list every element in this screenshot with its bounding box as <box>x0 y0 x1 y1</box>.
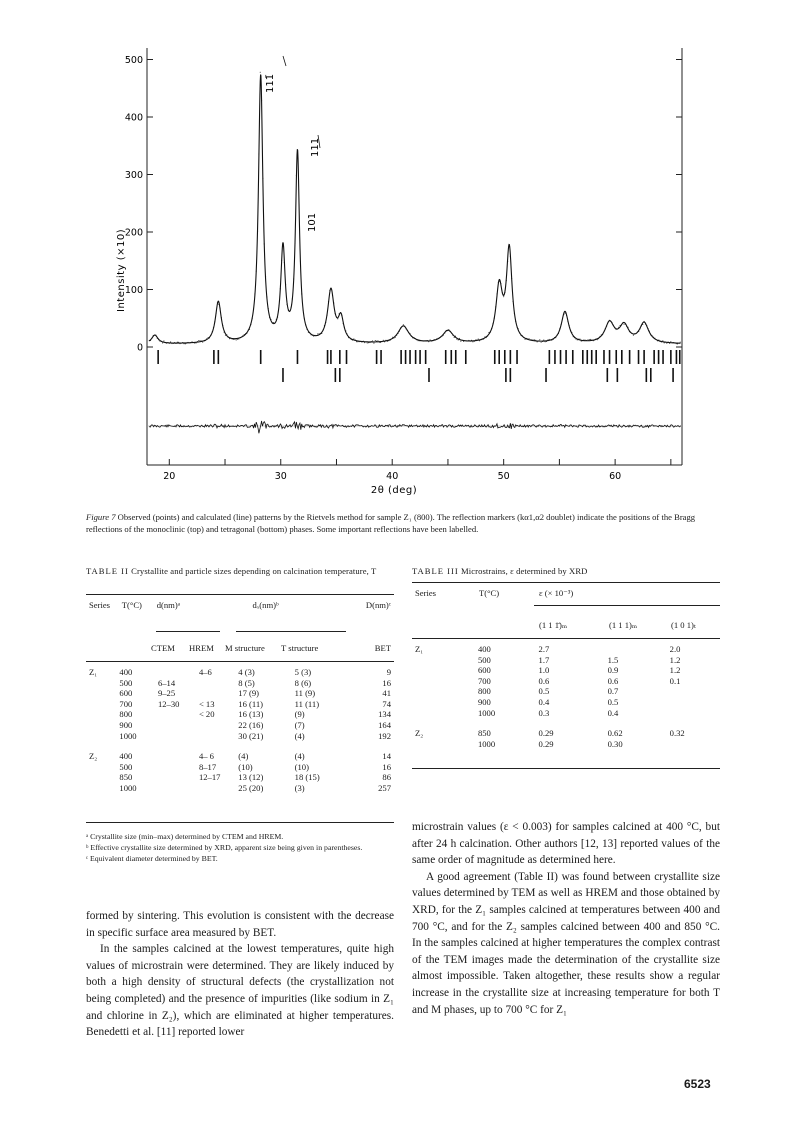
table2-body-cell: 400 <box>119 751 133 762</box>
table3-body-cell <box>667 708 720 719</box>
page-number: 6523 <box>684 1077 711 1091</box>
table2-footnotes <box>86 831 396 864</box>
table2-body-cell: 11 (9) <box>294 688 316 699</box>
table2-body-cell: 9 <box>386 667 391 677</box>
table3-body-row <box>412 686 720 697</box>
x-axis-label: 2θ (deg) <box>370 485 418 496</box>
table2-body-row <box>86 678 394 689</box>
observed-point <box>163 340 164 341</box>
observed-point <box>273 322 274 323</box>
table3-body-cell: 0.4 <box>538 696 550 707</box>
table2-body-series-cell <box>86 783 116 794</box>
table2-body-cell <box>196 688 235 699</box>
table2-body-cell: 164 <box>378 719 391 730</box>
table2-body-series-cell <box>86 772 116 783</box>
y-axis-label: Intensity (×10) <box>116 228 127 312</box>
observed-point <box>541 342 542 343</box>
observed-point <box>503 296 504 297</box>
table3-body-cell: 1.5 <box>607 654 619 665</box>
table2-body-cell: 8 (5) <box>238 677 255 688</box>
table3-header-row <box>412 588 720 599</box>
table2 <box>86 600 394 611</box>
y-tick-label: 200 <box>124 227 143 239</box>
table2-body-cell: 8 (6) <box>294 677 312 688</box>
observed-point <box>375 340 376 341</box>
observed-point <box>260 72 261 73</box>
table2-body-cell: 74 <box>382 698 391 709</box>
table2-body-row <box>86 783 394 794</box>
table3-body-row <box>412 728 720 739</box>
observed-point <box>377 340 378 341</box>
y-axis-ticks <box>125 55 682 354</box>
table3-h-c2: (1 1 1)ₘ <box>609 620 638 630</box>
table2-body-cell: 8–17 <box>198 761 217 772</box>
y-tick-label: 300 <box>124 170 143 181</box>
observed-point <box>472 341 473 342</box>
table2-sub-bet: BET <box>374 643 391 653</box>
table2-h-t: T(°C) <box>121 600 142 610</box>
table2-body-row <box>86 731 394 742</box>
table2-body-cell: 12–30 <box>157 698 180 709</box>
table2-subheader <box>86 643 394 654</box>
table2-body-series-cell <box>86 678 116 689</box>
table2-bottom-rule <box>86 822 394 823</box>
table3-top-rule <box>412 582 720 583</box>
table3-h-c1: (1 1 1̄)ₘ <box>539 620 568 630</box>
peak-label-111: 111 <box>310 137 321 157</box>
table2-rule-dx <box>236 631 346 632</box>
table2-body-cell: 14 <box>382 751 391 762</box>
observed-point <box>670 341 671 342</box>
table2-body-cell: 4– 6 <box>198 751 214 762</box>
observed-point <box>633 335 634 336</box>
table3-body-cell <box>667 697 720 708</box>
table3-body-cell: 800 <box>477 686 491 697</box>
table3-h-series: Series <box>415 588 437 598</box>
table3-h-eps: ε (× 10⁻³) <box>539 588 574 598</box>
table2-body-cell: 30 (21) <box>238 730 264 741</box>
plot-frame <box>147 48 682 465</box>
table2-body-cell <box>155 709 196 720</box>
table2-footnote-b: ᵇ Effective crystallite size determined by XRD, apparent size being given in parentheses. <box>86 843 363 852</box>
table2-body-series-cell <box>86 688 116 699</box>
table2-body-cell: 500 <box>119 761 133 772</box>
table3-body-series-cell <box>412 697 475 708</box>
table2-body-series-cell <box>86 699 116 710</box>
table3-body-series-cell <box>412 655 475 666</box>
observed-points <box>149 72 681 345</box>
table3-body-cell: 0.32 <box>669 728 685 739</box>
table3-body-series-cell: Z₂ <box>415 728 424 739</box>
table3-body-row <box>412 739 720 750</box>
figure-caption <box>86 512 720 535</box>
x-tick-label: 40 <box>386 471 399 482</box>
table2-body-series-cell <box>86 720 116 731</box>
table2-body-group-spacer <box>86 741 394 751</box>
difference-curve <box>149 421 680 433</box>
table2-body-row <box>86 762 394 773</box>
table2-body-cell <box>155 772 196 783</box>
table2-body-cell: (4) <box>294 751 305 762</box>
table3-body-cell: 0.5 <box>607 696 619 707</box>
table2-body-cell: (9) <box>294 709 305 720</box>
table3-body-cell: 0.29 <box>538 738 554 749</box>
table3-subheader <box>412 620 720 631</box>
table2-body-cell: (10) <box>238 761 253 772</box>
table3-body-cell: 0.3 <box>538 707 550 718</box>
table2-body-cell: 1000 <box>119 730 137 741</box>
table2-body-cell <box>196 720 235 731</box>
table2-h-D: D(nm)ᶜ <box>365 600 391 610</box>
table3-body-series-cell <box>412 686 475 697</box>
xrd-rietveld-figure <box>0 0 792 505</box>
observed-point <box>202 342 203 343</box>
observed-point <box>317 333 318 334</box>
tetragonal-reflection-markers <box>283 368 673 382</box>
x-tick-label: 20 <box>163 471 176 482</box>
table2-body-cell: 25 (20) <box>238 782 264 793</box>
table2-body-cell: 13 (12) <box>238 772 264 783</box>
table2-body-row <box>86 667 394 678</box>
x-tick-label: 60 <box>609 471 622 482</box>
table2-caption: Crystallite and particle sizes depending on calcination temperature, T <box>128 566 377 576</box>
table2-body-cell: 12–17 <box>198 772 221 783</box>
table2-body-cell: 257 <box>378 782 391 793</box>
table3-body <box>412 644 720 749</box>
table2-body-cell: 17 (9) <box>238 688 260 699</box>
table3-body-cell: 850 <box>477 728 491 739</box>
table3-h-t: T(°C) <box>479 588 500 598</box>
table2-body-cell: 134 <box>378 709 391 720</box>
peak-label-101: 101 <box>307 212 318 232</box>
right-paragraph-2: A good agreement (Table II) was found between crystallite size values determined by TEM as well as HREM and those obtained by XRD, for the Z₁ samples calcined at temperatures between 400 and 700 °C, and for the Z₂ samples calcined between 400 and 850 °C. In the samples calcined at higher temperatures the complex contrast of the TEM images made the determination of the crystallite size almost impossible. Taken altogether, these results show a regular increase in the crystallite size at increasing temperature for both T and M phases, up to 700 °C for Z₁ <box>412 870 720 1016</box>
table2-sub-t: T structure <box>281 643 319 653</box>
figure-caption-text: Observed (points) and calculated (line) patterns by the Rietvels method for sample Z₁ (800). The reflection markers (kα1,α2 doublet) indicate the positions of the Bragg reflections of the monoclinic (top) and tetragonal (bottom) phases. Some important reflections have been labelled. <box>86 512 696 534</box>
table2-body-series-cell <box>86 762 116 773</box>
left-paragraph-1: formed by sintering. This evolution is consistent with the decrease in specific surface area measured by BET. <box>86 910 394 939</box>
table2-body-row <box>86 772 394 783</box>
table2-body-cell: 9–25 <box>157 688 176 699</box>
table2-h-series: Series <box>89 600 111 610</box>
table2-body-cell <box>155 783 196 794</box>
table2-body-cell: 86 <box>382 772 391 783</box>
x-tick-label: 30 <box>274 471 287 482</box>
table2-body-cell <box>196 731 235 742</box>
table2-body-series-cell <box>86 709 116 720</box>
table2-header-rule <box>86 661 394 662</box>
observed-point <box>170 341 171 342</box>
table3-body-cell: 0.6 <box>538 675 550 686</box>
table2-body-cell: 900 <box>119 719 133 730</box>
table3-body-cell: 0.7 <box>607 686 619 697</box>
table3-body-row <box>412 665 720 676</box>
observed-point <box>623 324 624 325</box>
observed-point <box>373 343 374 344</box>
table3-h-c3: (1 0 1)ₜ <box>671 620 697 630</box>
table2-body-cell <box>155 720 196 731</box>
table3-body-cell: 500 <box>477 654 491 665</box>
left-paragraph-2: In the samples calcined at the lowest temperatures, quite high values of microstrain were determined. They are likely induced by both a high density of structural defects (the crystallization not being completed) and the presence of impurities (like sodium in Z₁ and chlorine in Z₂), which are eliminated at higher temperatures. Benedetti et al. [11] reported lower <box>86 943 394 1039</box>
table2-footnote-c: ᶜ Equivalent diameter determined by BET. <box>86 854 218 863</box>
table3-body-cell: 0.6 <box>607 675 619 686</box>
table3-body-cell: 1000 <box>477 707 496 718</box>
table2-body-cell: (4) <box>238 751 249 762</box>
table3-body-cell: 0.1 <box>669 675 681 686</box>
table2-body-cell: 800 <box>119 709 133 720</box>
monoclinic-reflection-markers <box>158 350 680 364</box>
table2-body-cell: (4) <box>294 730 305 741</box>
table3-body-cell: 2.0 <box>669 644 681 654</box>
observed-point <box>460 341 461 342</box>
table3-header-rule <box>412 638 720 639</box>
table2-body-series-cell <box>86 731 116 742</box>
observed-point <box>590 339 591 340</box>
table2-h-d: d(nm)ᵃ <box>156 600 181 610</box>
table3-body-cell <box>667 686 720 697</box>
table3-body-series-cell <box>412 739 475 750</box>
table2-body-cell <box>196 783 235 794</box>
table3-body-row <box>412 655 720 666</box>
table3-body-cell: 0.30 <box>607 738 623 749</box>
table3-subheader-row <box>412 620 720 631</box>
observed-point <box>589 339 590 340</box>
table2-body-cell: < 13 <box>198 698 215 709</box>
table2-body-cell: 16 <box>382 761 391 772</box>
table2-body-series-cell: Z₁ <box>89 667 98 677</box>
table3-body-cell <box>667 739 720 750</box>
table2-body-cell: 16 (11) <box>238 698 264 709</box>
peak-label-111bar: 111̄ <box>265 73 276 93</box>
y-tick-label: 0 <box>136 342 143 354</box>
y-tick-label: 500 <box>124 55 143 66</box>
table3-body-cell: 900 <box>477 696 491 707</box>
table2-body-cell <box>196 678 235 689</box>
table3-body-cell: 1.2 <box>669 665 681 676</box>
table2-body-cell: 600 <box>119 688 133 699</box>
table3-header <box>412 588 720 599</box>
table2-body-cell: 11 (11) <box>294 698 320 709</box>
table3-body-cell: 700 <box>477 675 491 686</box>
table2-body-row <box>86 688 394 699</box>
table3-body-cell: 0.62 <box>607 728 623 739</box>
table3-body-cell: 0.29 <box>538 728 554 739</box>
observed-point <box>543 339 544 340</box>
table2-number: TABLE II <box>86 566 129 576</box>
table2-body-cell <box>155 762 196 773</box>
right-paragraph-1: microstrain values (ε < 0.003) for samples calcined at 400 °C, but after 24 h calcination. Other authors [12, 13] reported values of the same order of magnitude as determined here. <box>412 821 720 867</box>
observed-point <box>539 339 540 340</box>
table3-body-cell: 400 <box>477 644 491 654</box>
table2-sub-hrem: HREM <box>189 643 214 653</box>
observed-point <box>478 338 479 339</box>
body-text-left <box>86 908 394 1041</box>
table2-sub-m: M structure <box>225 643 265 653</box>
table3-body-row <box>412 676 720 687</box>
table2-body-cell: 500 <box>119 677 133 688</box>
table3-body-group-spacer <box>412 718 720 728</box>
table3-eps-rule <box>534 605 720 606</box>
observed-point <box>198 340 199 341</box>
observed-point <box>403 324 404 325</box>
table2-h-dx: dₓ(nm)ᵇ <box>252 600 279 610</box>
table3-body-cell: 0.9 <box>607 665 619 676</box>
table2-body-cell: 16 <box>382 677 391 688</box>
table3-caption: Microstrains, ε determined by XRD <box>458 566 588 576</box>
table3-body-cell: 1.7 <box>538 654 550 665</box>
table3-body-cell <box>605 644 667 655</box>
table2-title <box>86 566 398 577</box>
table3-body-series-cell <box>412 676 475 687</box>
table3-body-row <box>412 697 720 708</box>
table3-body-cell: 1000 <box>477 738 496 749</box>
table2-body-cell: 700 <box>119 698 133 709</box>
y-tick-label: 100 <box>124 285 143 296</box>
figure-caption-label: Figure 7 <box>86 512 116 522</box>
table2-body-row <box>86 720 394 731</box>
table2-body-cell: (3) <box>294 782 305 793</box>
x-tick-label: 50 <box>497 471 510 482</box>
table3-body-row <box>412 708 720 719</box>
observed-point <box>337 318 338 319</box>
observed-point <box>372 340 373 341</box>
table2-body <box>86 667 394 794</box>
observed-point <box>680 342 681 343</box>
table2-top-rule <box>86 594 394 595</box>
table2-header-row <box>86 600 394 611</box>
table2-body-cell: 192 <box>378 730 391 741</box>
observed-point <box>162 342 163 343</box>
table3-body-series-cell: Z₁ <box>415 644 424 654</box>
table2-body-cell: 5 (3) <box>294 667 312 677</box>
table2-body-cell <box>155 751 196 762</box>
table3-number: TABLE III <box>412 566 459 576</box>
observed-point <box>367 342 368 343</box>
table2-body-cell: 22 (16) <box>238 719 264 730</box>
table2-sub-ctem: CTEM <box>151 643 175 653</box>
body-text-right <box>412 819 720 1018</box>
table2-body-cell: 41 <box>382 688 391 699</box>
table2-body-cell: 16 (13) <box>238 709 264 720</box>
table2-body-cell: < 20 <box>198 709 215 720</box>
table2-body-row <box>86 709 394 720</box>
table3-body-cell: 2.7 <box>538 644 550 654</box>
table3-body-cell: 600 <box>477 665 491 676</box>
table3-title <box>412 566 720 577</box>
peak-111bar-marker <box>283 56 286 66</box>
table2-footnote-a: ᵃ Crystallite size (min–max) determined by CTEM and HREM. <box>86 832 284 841</box>
table2-body-cell: 6–14 <box>157 677 176 688</box>
table2-subheader-row <box>86 643 394 654</box>
table2-body-cell: 4 (3) <box>238 667 255 677</box>
table2-body-cell <box>155 667 196 678</box>
table2-body-cell: (7) <box>294 719 305 730</box>
table3-body-row <box>412 644 720 655</box>
table3-body-series-cell <box>412 665 475 676</box>
table2-body-row <box>86 751 394 762</box>
x-axis-ticks <box>163 459 671 482</box>
table3-body-cell: 1.2 <box>669 654 681 665</box>
table2-body-cell: 1000 <box>119 782 137 793</box>
table3-body-series-cell <box>412 708 475 719</box>
table2-body-cell: (10) <box>294 761 309 772</box>
table2-body-cell: 400 <box>119 667 133 677</box>
table2-body-cell <box>155 731 196 742</box>
table2-rule-d <box>156 631 220 632</box>
table3-body-cell: 0.5 <box>538 686 550 697</box>
table3-body-cell: 1.0 <box>538 665 550 676</box>
table2-body-cell: 4–6 <box>198 667 212 677</box>
table3-body-cell: 0.4 <box>607 707 619 718</box>
table2-body-series-cell: Z₂ <box>89 751 98 762</box>
calculated-line <box>149 74 680 343</box>
table2-body-cell: 850 <box>119 772 133 783</box>
y-tick-label: 400 <box>124 112 143 124</box>
observed-point <box>236 339 237 340</box>
table2-body-row <box>86 699 394 710</box>
table2-body-cell: 18 (15) <box>294 772 320 783</box>
table3-bottom-rule <box>412 768 720 769</box>
observed-point <box>185 343 186 344</box>
